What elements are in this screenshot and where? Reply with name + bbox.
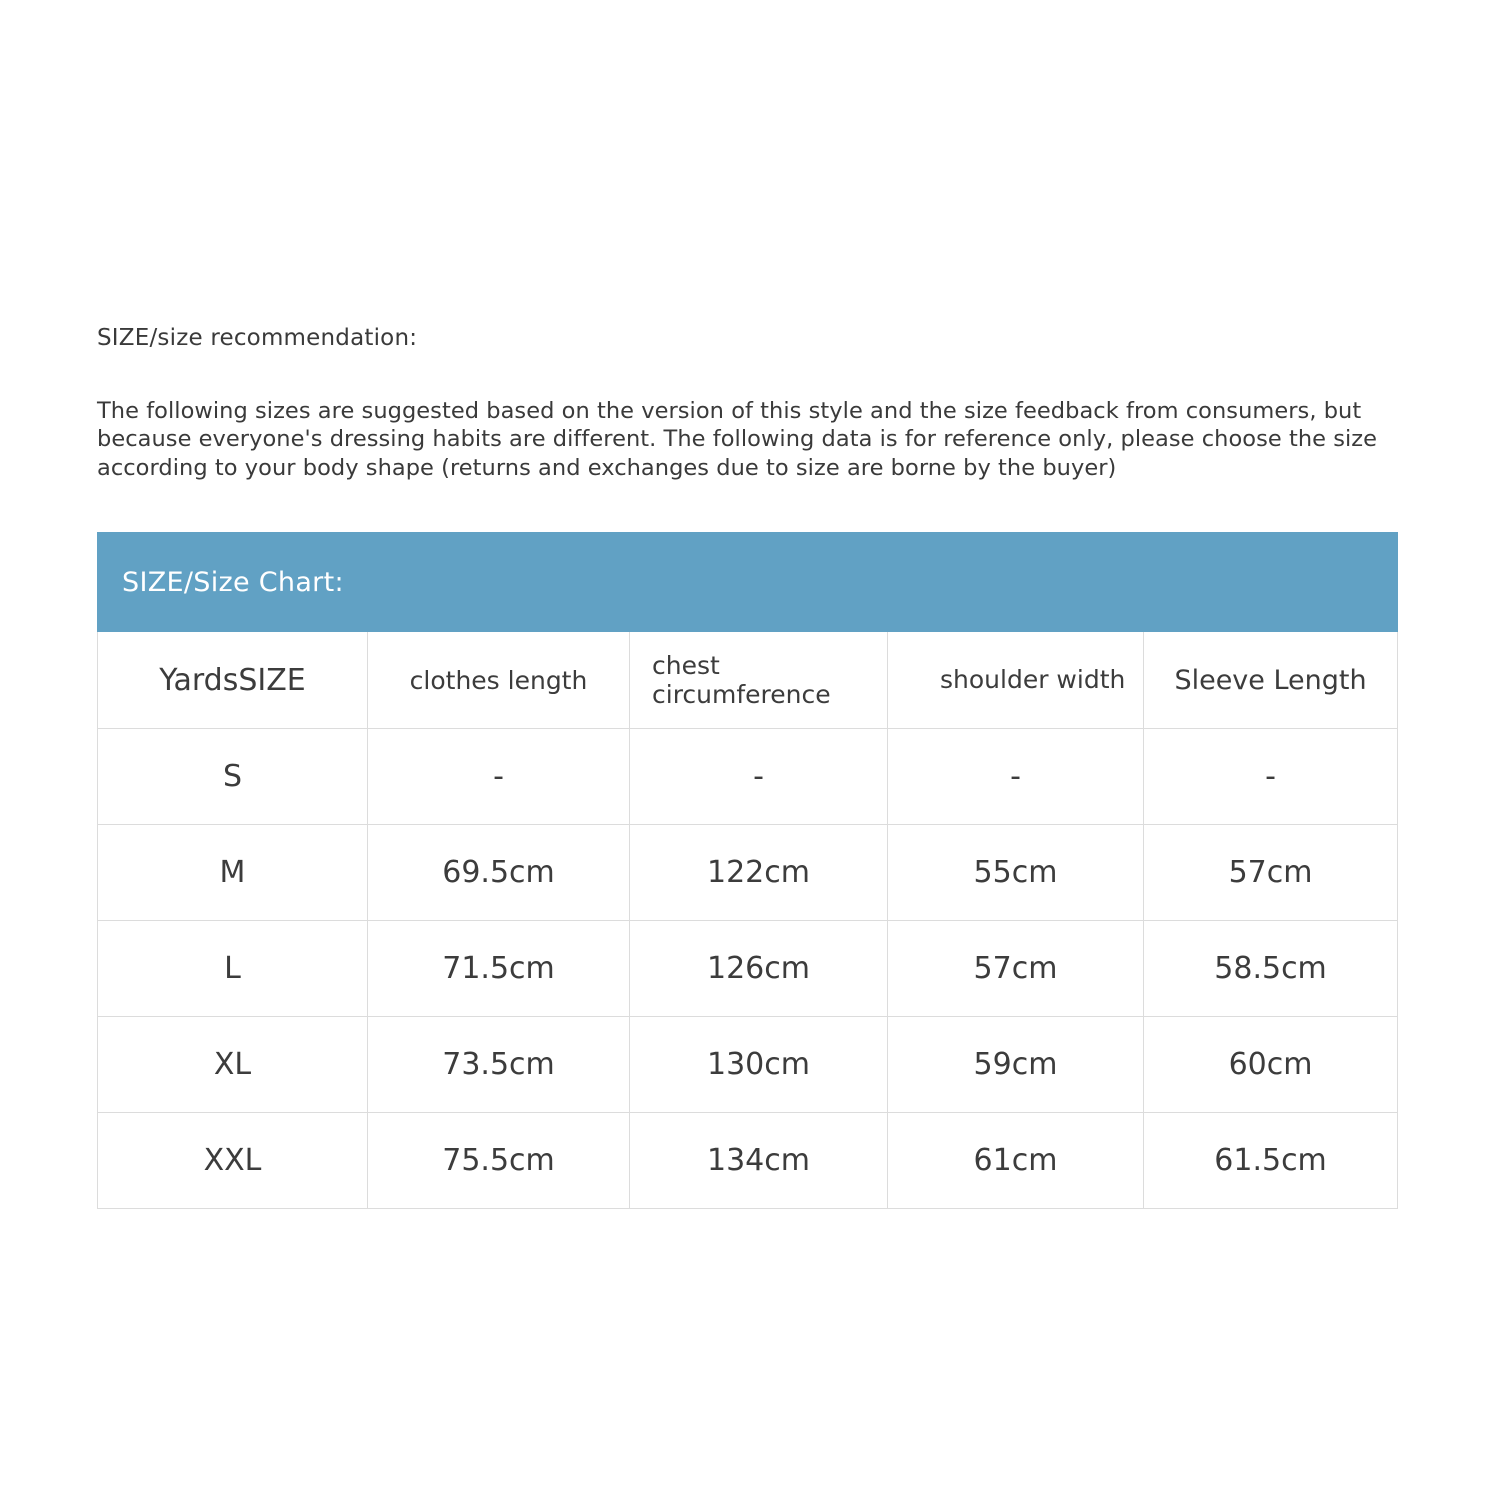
- cell-clothes-length: 75.5cm: [368, 1113, 630, 1209]
- banner-cell: [98, 533, 1398, 632]
- cell-size: S: [98, 729, 368, 825]
- banner-label: SIZE/Size Chart:: [122, 566, 344, 598]
- size-chart-table-wrapper: [97, 532, 1397, 1209]
- cell-size: XL: [98, 1017, 368, 1113]
- column-header-chest-circumference: chest circumference: [630, 632, 888, 729]
- cell-shoulder-width: 61cm: [888, 1113, 1144, 1209]
- cell-sleeve-length: 57cm: [1144, 825, 1398, 921]
- cell-sleeve-length: -: [1144, 729, 1398, 825]
- cell-size: L: [98, 921, 368, 1017]
- cell-size: M: [98, 825, 368, 921]
- table-row: [98, 921, 1398, 1017]
- table-row: [98, 1017, 1398, 1113]
- recommendation-block: [97, 325, 1397, 483]
- recommendation-body: The following sizes are suggested based on the version of this style and the size feedback from consumers, but because everyone's dressing habits are different. The following data is for reference only, please choose the size according to your body shape (returns and exchanges due to size are borne by the buyer): [97, 397, 1378, 482]
- cell-clothes-length: 69.5cm: [368, 825, 630, 921]
- cell-clothes-length: -: [368, 729, 630, 825]
- table-header-row: [98, 632, 1398, 729]
- table-row: [98, 825, 1398, 921]
- size-chart-table: [97, 532, 1398, 1209]
- cell-size: XXL: [98, 1113, 368, 1209]
- cell-chest-circumference: 126cm: [630, 921, 888, 1017]
- column-header-sleeve-length: Sleeve Length: [1144, 632, 1398, 729]
- cell-shoulder-width: 57cm: [888, 921, 1144, 1017]
- cell-chest-circumference: 122cm: [630, 825, 888, 921]
- cell-shoulder-width: 59cm: [888, 1017, 1144, 1113]
- column-header-shoulder-width: shoulder width: [888, 632, 1144, 729]
- cell-sleeve-length: 58.5cm: [1144, 921, 1398, 1017]
- cell-sleeve-length: 61.5cm: [1144, 1113, 1398, 1209]
- column-header-clothes-length: clothes length: [368, 632, 630, 729]
- cell-chest-circumference: 134cm: [630, 1113, 888, 1209]
- cell-clothes-length: 73.5cm: [368, 1017, 630, 1113]
- cell-clothes-length: 71.5cm: [368, 921, 630, 1017]
- cell-sleeve-length: 60cm: [1144, 1017, 1398, 1113]
- table-banner-row: [98, 533, 1398, 632]
- recommendation-title: SIZE/size recommendation:: [97, 325, 418, 351]
- cell-chest-circumference: 130cm: [630, 1017, 888, 1113]
- table-row: [98, 729, 1398, 825]
- cell-chest-circumference: -: [630, 729, 888, 825]
- cell-shoulder-width: -: [888, 729, 1144, 825]
- table-row: [98, 1113, 1398, 1209]
- cell-shoulder-width: 55cm: [888, 825, 1144, 921]
- column-header-size: YardsSIZE: [98, 632, 368, 729]
